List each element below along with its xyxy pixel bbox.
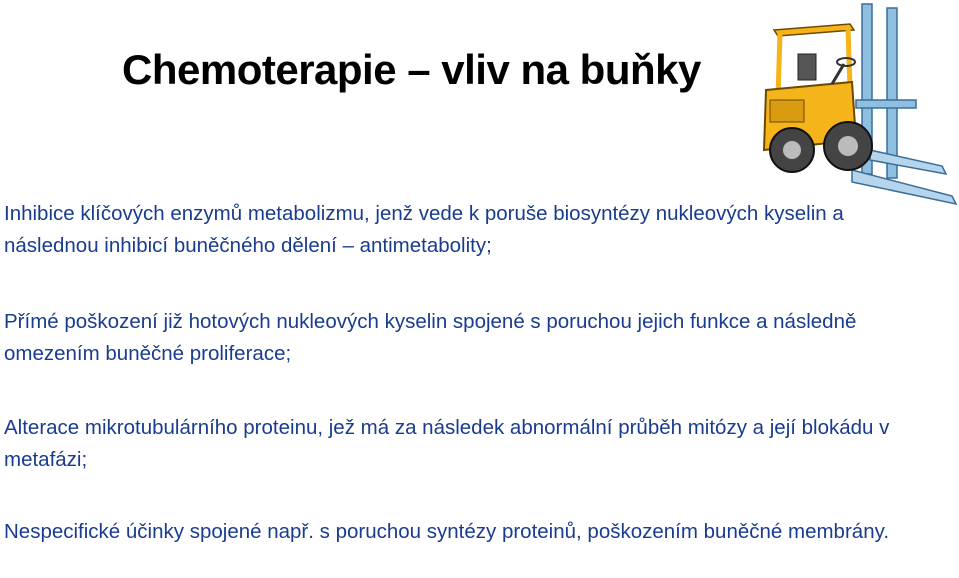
paragraph-nonspecific: Nespecifické účinky spojené např. s poruchou syntézy proteinů, poškozením buněčné membrány.	[4, 520, 890, 543]
forklift-icon	[752, 0, 959, 210]
slide-title: Chemoterapie – vliv na buňky	[122, 46, 701, 93]
paragraph-antimetabolites: Inhibice klíčových enzymů metabolizmu, jenž vede k poruše biosyntézy nukleových kyselin a následnou inhibicí buněčného dělení – antimetabolity;	[4, 202, 844, 257]
paragraph-microtubule: Alterace mikrotubulárního proteinu, jež má za následek abnormální průběh mitózy a její blokádu v metafázi;	[4, 416, 890, 471]
paragraph-direct-damage: Přímé poškození již hotových nukleových kyselin spojené s poruchou jejich funkce a následně omezením buněčné proliferace;	[4, 310, 857, 365]
